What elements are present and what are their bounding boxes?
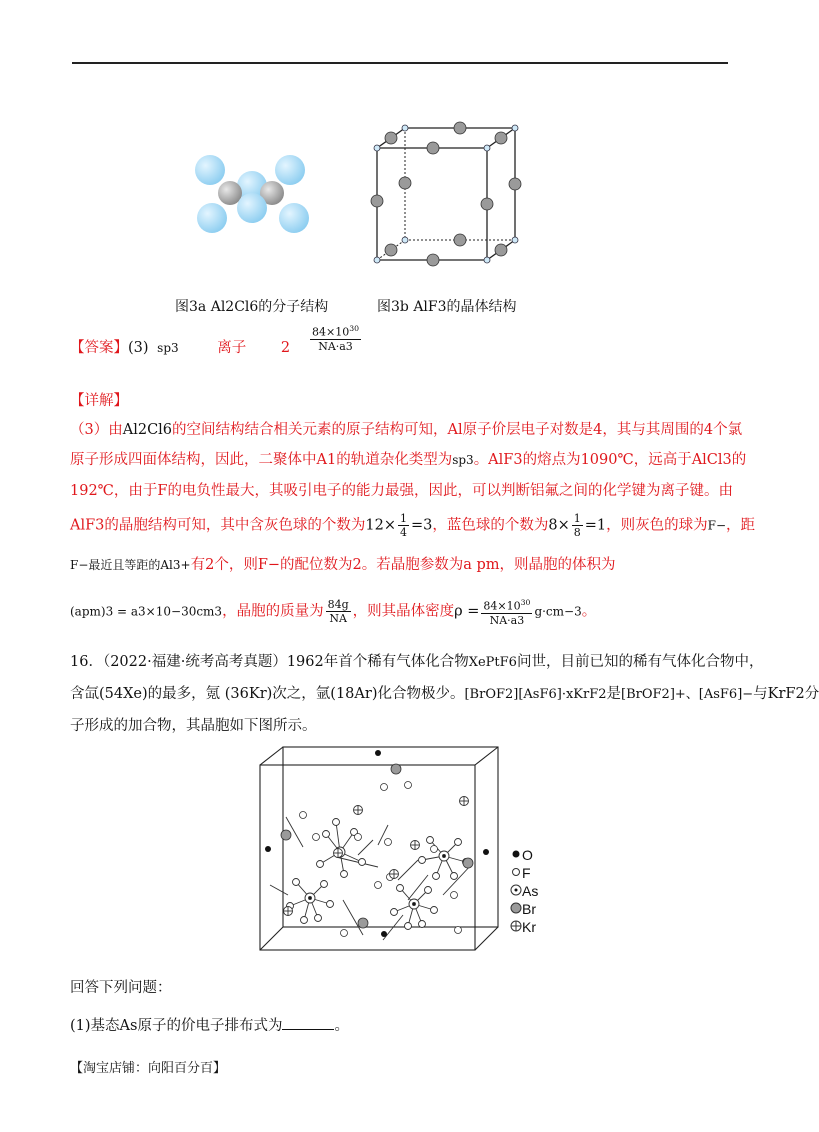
detail-l4i: ，距 (726, 517, 756, 534)
detail-l1b: Al2Cl6 (122, 422, 173, 438)
detail-l4g: ，则灰色的球为 (606, 517, 708, 534)
detail-l4h: F− (707, 518, 727, 533)
footer-shop: 【淘宝店铺：向阳百分百】 (70, 1061, 227, 1076)
as-atom-icon (510, 884, 522, 896)
answer-prompt: 回答下列问题： (70, 980, 172, 996)
detail-l5a: F−最近且等距的 (70, 558, 161, 572)
detail-l4c: =3 (411, 517, 433, 534)
answer-hybrid: sp3 (157, 341, 179, 355)
detail-l1c: 的空间结构结合相关元素的原子结构可知，Al原子价层电子对数是4，其与其周围的4个氯 (172, 422, 743, 438)
q16-l1c: 问世，目前已知的稀有气体化合物中， (516, 654, 764, 670)
alf3-crystal-figure (365, 118, 525, 273)
frac-mass-num: 84g (327, 597, 349, 611)
detail-l4b: 12× (365, 517, 397, 534)
detail-line-2 (70, 448, 746, 469)
answer-density-exp: 30 (349, 324, 360, 333)
q16-l2a: 含氙(54Xe)的最多，氪 (36Kr)次之，氩(18Ar)化合物极少。 (70, 686, 465, 702)
kr-atom-icon (510, 920, 522, 932)
detail-l6e: ，则其晶体密度 (352, 603, 455, 620)
q16-sub1a: (1)基态 (70, 1018, 120, 1034)
al2cl6-molecule-figure (190, 150, 320, 245)
detail-l2c: 。AlF3的熔点为1090℃，远高于AlCl3的 (473, 452, 747, 468)
legend-o (510, 846, 538, 864)
frac-mass-den: NA (329, 611, 347, 625)
answer-bond: 离子 (217, 340, 247, 356)
frac-one-fourth (398, 512, 409, 539)
legend-f-label: F (522, 865, 531, 881)
frac-density-num: 84×10 (483, 599, 521, 613)
detail-l6a: (apm)3 = a3×10−30cm3 (70, 604, 223, 619)
legend-br (510, 900, 538, 918)
frac-1-num: 1 (400, 512, 408, 525)
frac-one-eighth (572, 512, 583, 539)
detail-line-1 (70, 418, 742, 439)
frac-density (481, 596, 532, 627)
legend-as (510, 882, 538, 900)
fig3a-caption: 图3a Al2Cl6的分子结构 (175, 299, 329, 315)
f-atom-icon (510, 866, 522, 878)
frac-1b-num: 1 (573, 512, 581, 525)
detail-l5b: Al3+ (160, 558, 191, 572)
detail-l4d: ，蓝色球的个数为 (432, 517, 549, 534)
detail-l2a: 原子形成四面体结构，因此，二聚体中A1的轨道杂化类型为 (70, 452, 453, 468)
answer-blank[interactable] (282, 1017, 334, 1030)
q16-sub1 (70, 1014, 349, 1035)
q16-sub1b: As (119, 1018, 138, 1034)
frac-4-den: 4 (400, 526, 408, 539)
q16-l2b: [BrOF2][AsF6]·xKrF2 (464, 687, 607, 702)
answer-density-num: 84×10 (312, 325, 350, 339)
answer-density-den: NA·a3 (318, 339, 353, 353)
frac-8-den: 8 (573, 526, 581, 539)
detail-l2b: sp3 (452, 453, 474, 467)
q16-l2d: [BrOF2]+、[AsF6]− (621, 687, 754, 702)
detail-l5c: 有2个，则F−的配位数为2。若晶胞参数为a pm，则晶胞的体积为 (190, 557, 616, 573)
q16-line-2 (70, 682, 819, 703)
legend-kr (510, 918, 538, 936)
q16-l1a: 16．（2022·福建·统考高考真题）1962年首个稀有气体化合物 (70, 654, 469, 670)
legend-as-label: As (522, 883, 539, 899)
detail-l4a: AlF3的晶胞结构可知，其中含灰色球的个数为 (70, 517, 366, 534)
answer-coord: 2 (280, 340, 291, 356)
q16-l2c: 是 (606, 686, 622, 702)
detail-line-5 (70, 553, 616, 574)
crystal-legend (510, 846, 538, 936)
detail-l4e: 8× (548, 517, 570, 534)
frac-density-den: NA·a3 (489, 613, 525, 627)
frac-mass (326, 598, 351, 625)
detail-line-4 (70, 512, 755, 539)
q16-sub1d: 。 (334, 1018, 349, 1034)
q16-sub1c: 原子的价电子排布式为 (137, 1018, 283, 1034)
q16-line-1 (70, 650, 763, 671)
detail-l6f: ρ = (454, 603, 480, 620)
answer-line (70, 336, 290, 357)
q16-l1b: XePtF6 (468, 655, 517, 670)
legend-br-label: Br (522, 901, 536, 917)
detail-l6k: 。 (581, 603, 597, 620)
top-rule (72, 62, 728, 64)
legend-o-label: O (522, 847, 533, 863)
legend-f (510, 864, 538, 882)
detail-line-6 (70, 596, 596, 627)
detail-l6j: g·cm−3 (534, 604, 582, 619)
answer-part: (3) (128, 340, 149, 356)
answer-density-fraction (310, 322, 361, 353)
crystal-cell-figure (258, 745, 503, 955)
answer-label: 【答案】 (70, 340, 128, 356)
fig3b-caption: 图3b AlF3的晶体结构 (377, 299, 517, 315)
q16-l2e: 与KrF2分 (753, 686, 819, 702)
br-atom-icon (510, 902, 522, 914)
detail-line-3: 192℃，由于F的电负性最大，其吸引电子的能力最强，因此，可以判断铝氟之间的化学键为离子键。由 (70, 483, 733, 499)
o-atom-icon (510, 848, 522, 860)
detail-l6b: ，晶胞的质量为 (222, 603, 324, 620)
q16-line-3: 子形成的加合物，其晶胞如下图所示。 (70, 718, 317, 734)
legend-kr-label: Kr (522, 919, 536, 935)
detail-label: 【详解】 (70, 393, 128, 409)
detail-l1a: （3）由 (70, 422, 123, 438)
frac-density-exp: 30 (520, 598, 531, 607)
detail-l4f: =1 (584, 517, 607, 534)
